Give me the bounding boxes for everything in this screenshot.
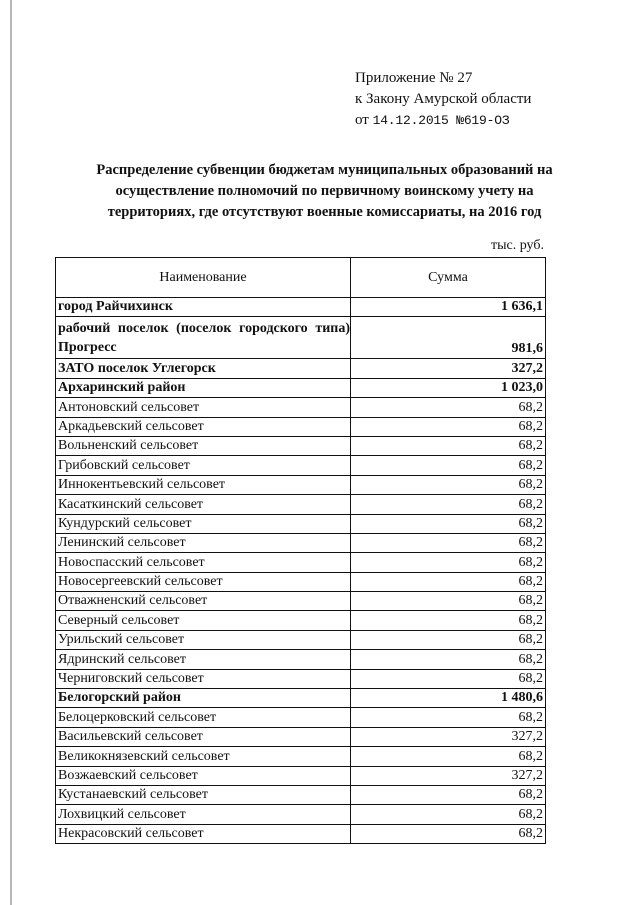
row-name-cell: Иннокентьевский сельсовет (56, 476, 351, 494)
row-sum-cell: 1 480,6 (501, 690, 543, 706)
row-name-cell: Белогорский район (56, 689, 351, 707)
row-sum-cell: 68,2 (518, 438, 543, 454)
column-header-sum: Сумма (428, 269, 468, 285)
table-row (56, 786, 545, 805)
row-sum-cell: 68,2 (518, 496, 543, 512)
table-row (56, 650, 545, 669)
row-sum-cell: 68,2 (518, 826, 543, 842)
row-name-cell: Новосергеевский сельсовет (56, 573, 351, 591)
table-row (56, 515, 545, 534)
table-row (56, 298, 545, 317)
row-name-cell: Великокнязевский сельсовет (56, 747, 351, 765)
row-name-cell: Лохвицкий сельсовет (56, 805, 351, 823)
row-name-cell: Ядринский сельсовет (56, 650, 351, 668)
row-sum-cell: 68,2 (518, 477, 543, 493)
table-row (56, 418, 545, 437)
row-sum-cell: 68,2 (518, 515, 543, 531)
row-sum-cell: 68,2 (518, 651, 543, 667)
table-row (56, 728, 545, 747)
subsidy-table (55, 257, 546, 844)
table-row (56, 456, 545, 475)
row-name-cell (56, 317, 351, 358)
appendix-number: Приложение № 27 (355, 70, 473, 86)
row-name-cell: Васильевский сельсовет (56, 728, 351, 746)
row-sum-cell: 68,2 (518, 457, 543, 473)
row-sum-cell: 68,2 (518, 612, 543, 628)
row-sum-cell: 68,2 (518, 748, 543, 764)
row-name-cell: Некрасовский сельсовет (56, 825, 351, 843)
row-sum-cell: 68,2 (518, 709, 543, 725)
row-sum-cell: 68,2 (518, 418, 543, 434)
table-row (56, 573, 545, 592)
appendix-law-date (355, 110, 605, 131)
table-row (56, 767, 545, 786)
appendix-date-prefix: от (355, 112, 373, 128)
row-sum-cell: 68,2 (518, 554, 543, 570)
row-name-cell: Касаткинский сельсовет (56, 495, 351, 513)
row-name-cell: Отважненский сельсовет (56, 592, 351, 610)
row-sum-cell: 1 023,0 (501, 380, 543, 396)
row-sum-cell: 68,2 (518, 787, 543, 803)
table-row (56, 553, 545, 572)
scan-edge-line (10, 0, 12, 905)
row-name-cell: Северный сельсовет (56, 611, 351, 629)
row-name-cell: Черниговский сельсовет (56, 670, 351, 688)
table-row (56, 379, 545, 398)
title-line-1: Распределение субвенции бюджетам муниципальных образований на (96, 162, 553, 178)
table-row (56, 592, 545, 611)
row-name-cell: Антоновский сельсовет (56, 398, 351, 416)
row-name-text: рабочий поселок (поселок городского типа) Прогресс (58, 321, 350, 356)
row-sum-cell: 327,2 (511, 767, 543, 783)
table-row (56, 476, 545, 495)
row-name-cell: Кундурский сельсовет (56, 515, 351, 533)
row-sum-cell: 68,2 (518, 671, 543, 687)
row-name-cell: Ленинский сельсовет (56, 534, 351, 552)
row-name-cell: Грибовский сельсовет (56, 456, 351, 474)
table-row (56, 359, 545, 378)
table-row (56, 317, 545, 359)
table-header-row (56, 258, 545, 298)
table-row (56, 398, 545, 417)
row-name-cell: Архаринский район (56, 379, 351, 397)
row-name-cell: Белоцерковский сельсовет (56, 708, 351, 726)
row-name-cell: город Райчихинск (56, 298, 351, 316)
row-name-cell: Аркадьевский сельсовет (56, 418, 351, 436)
row-name-cell: Вольненский сельсовет (56, 437, 351, 455)
units-label: тыс. руб. (491, 238, 544, 253)
row-sum-cell: 327,2 (511, 729, 543, 745)
table-row (56, 708, 545, 727)
table-row (56, 611, 545, 630)
row-sum-cell: 68,2 (518, 399, 543, 415)
document-title (52, 160, 597, 223)
table-row (56, 805, 545, 824)
row-sum-cell: 68,2 (518, 593, 543, 609)
title-line-3: территориях, где отсутствуют военные комиссариаты, на 2016 год (107, 204, 542, 220)
row-sum-cell: 1 636,1 (501, 299, 543, 315)
appendix-date-code: 14.12.2015 №619-ОЗ (372, 113, 510, 128)
row-sum-cell: 68,2 (518, 535, 543, 551)
table-row (56, 437, 545, 456)
column-header-name: Наименование (56, 258, 351, 297)
appendix-header (355, 68, 605, 131)
title-line-2: осуществление полномочий по первичному воинскому учету на (115, 183, 534, 199)
table-row (56, 534, 545, 553)
row-sum-cell: 327,2 (511, 360, 543, 376)
row-name-cell: ЗАТО поселок Углегорск (56, 359, 351, 377)
row-name-cell: Кустанаевский сельсовет (56, 786, 351, 804)
table-row (56, 689, 545, 708)
row-name-cell: Новоспасский сельсовет (56, 553, 351, 571)
table-row (56, 670, 545, 689)
appendix-law-reference: к Закону Амурской области (355, 91, 532, 107)
table-row (56, 631, 545, 650)
row-sum-cell: 68,2 (518, 806, 543, 822)
table-row (56, 747, 545, 766)
row-sum-cell: 981,6 (511, 341, 543, 357)
row-name-cell: Урильский сельсовет (56, 631, 351, 649)
row-sum-cell: 68,2 (518, 574, 543, 590)
table-row (56, 825, 545, 844)
row-name-cell: Возжаевский сельсовет (56, 767, 351, 785)
table-row (56, 495, 545, 514)
row-sum-cell: 68,2 (518, 632, 543, 648)
